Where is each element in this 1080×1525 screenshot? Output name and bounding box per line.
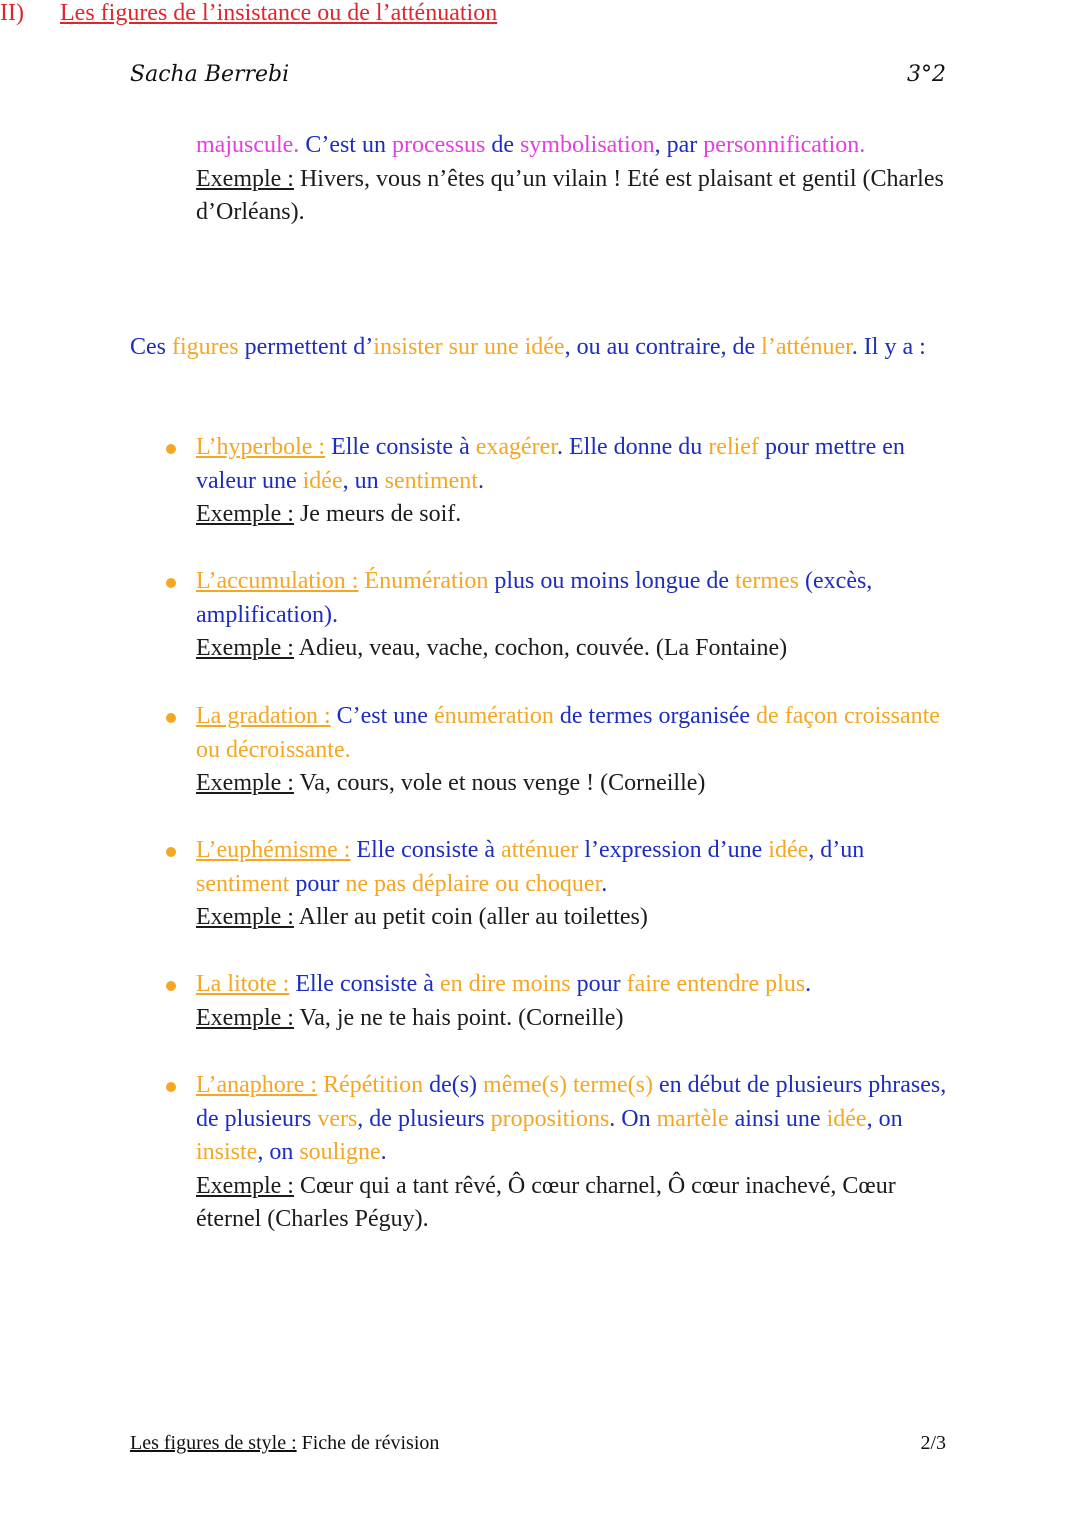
text-segment: souligne — [299, 1139, 381, 1165]
example-label: Exemple : — [196, 1172, 294, 1199]
term-label: L’euphémisme : — [196, 837, 351, 863]
text-segment: idée — [302, 467, 343, 494]
text-segment: plus ou moins longue de — [488, 568, 736, 594]
text-segment: C’est une — [330, 703, 434, 729]
footer-doc-title: Les figures de style : — [130, 1432, 297, 1454]
bullet-icon — [166, 981, 176, 991]
text-segment: . — [805, 971, 812, 997]
text-segment: idée — [826, 1105, 867, 1132]
list-item — [196, 431, 956, 532]
text-segment: , on — [866, 1105, 903, 1132]
intro-text — [196, 132, 865, 158]
text-segment: en dire moins — [439, 971, 571, 997]
text-segment: , d’un — [808, 837, 865, 863]
list-item — [196, 968, 956, 1035]
text-segment: , de plusieurs — [357, 1105, 491, 1132]
text-segment: de façon croissante ou décroissante. — [196, 703, 940, 763]
bullet-icon — [166, 713, 176, 723]
text-segment: processus — [391, 132, 486, 158]
example-text: Cœur qui a tant rêvé, Ô cœur charnel, Ô cœur inachevé, Cœur éternel (Charles Péguy). — [196, 1172, 896, 1232]
bullet-icon — [166, 444, 176, 454]
example-label: Exemple : — [196, 501, 294, 527]
text-segment: de — [485, 132, 520, 158]
section-heading — [0, 0, 1080, 27]
text-segment: de(s) — [423, 1072, 484, 1098]
term-label: La litote : — [196, 971, 290, 997]
text-segment: idée — [768, 837, 809, 863]
text-segment: Elle consiste à — [289, 971, 440, 997]
term-label: L’hyperbole : — [196, 434, 326, 460]
section-title: Les figures de l’insistance ou de l’atténuation — [60, 0, 498, 26]
example-label: Exemple : — [196, 770, 294, 796]
example-label: Exemple : — [196, 904, 294, 930]
text-segment: Elle consiste à — [350, 837, 502, 863]
text-segment: l’expression d’une — [578, 837, 769, 863]
text-segment: symbolisation — [519, 132, 655, 158]
text-segment: insiste — [196, 1139, 258, 1165]
text-segment: majuscule. — [196, 132, 300, 158]
text-segment: insister sur une idée — [373, 334, 565, 360]
text-segment: . Elle donne du — [557, 434, 709, 460]
text-segment: pour — [570, 971, 627, 997]
bullet-icon — [166, 847, 176, 857]
bullet-icon — [166, 1082, 176, 1092]
class-label: 3°2 — [907, 62, 946, 87]
example-label: Exemple : — [196, 165, 294, 192]
text-segment: Ces — [130, 334, 172, 360]
term-label: La gradation : — [196, 703, 331, 729]
intro-paragraph — [196, 129, 956, 230]
text-segment: Répétition — [317, 1072, 424, 1098]
text-segment: atténuer — [501, 837, 579, 863]
text-segment: . Il y a : — [851, 334, 926, 360]
text-segment: , ou au contraire, de — [564, 334, 762, 360]
text-segment: , par — [654, 132, 704, 158]
text-segment: vers — [317, 1105, 358, 1132]
term-label: L’anaphore : — [196, 1072, 318, 1098]
text-segment: , un — [342, 467, 385, 494]
example-label: Exemple : — [196, 1004, 294, 1031]
text-segment: pour — [289, 870, 346, 897]
example-label: Exemple : — [196, 635, 294, 661]
text-segment: en début de plusieurs phrases, de plusieurs — [196, 1072, 947, 1132]
text-segment: . On — [609, 1105, 657, 1132]
footer-title — [130, 1432, 439, 1455]
term-label: L’accumulation : — [196, 568, 359, 594]
text-segment: permettent d’ — [238, 334, 374, 360]
text-segment: figures — [172, 334, 239, 360]
text-segment: sentiment — [196, 870, 290, 897]
text-segment: Énumération — [358, 568, 489, 594]
example-text: Va, je ne te hais point. (Corneille) — [293, 1004, 624, 1031]
list-item — [196, 700, 956, 801]
author-name: Sacha Berrebi — [130, 62, 290, 87]
text-segment: . — [601, 870, 608, 897]
example-text: Adieu, veau, vache, cochon, couvée. (La Fontaine) — [293, 635, 788, 661]
text-segment: de termes organisée — [553, 703, 757, 729]
term-definition — [289, 971, 811, 997]
text-segment: l’atténuer — [761, 334, 852, 360]
text-segment: propositions — [490, 1105, 610, 1132]
text-segment: relief — [708, 434, 759, 460]
text-segment: C’est un — [299, 132, 392, 158]
page-number: 2/3 — [920, 1432, 946, 1454]
text-segment: martèle — [656, 1105, 729, 1132]
text-segment: termes — [735, 568, 800, 594]
text-segment: , on — [257, 1139, 300, 1165]
text-segment: ainsi une — [728, 1105, 827, 1132]
list-item — [196, 834, 956, 935]
list-item — [196, 565, 956, 666]
text-segment: personnification. — [703, 132, 866, 158]
example-text: Aller au petit coin (aller au toilettes) — [293, 904, 648, 930]
example-text: Hivers, vous n’êtes qu’un vilain ! Eté est plaisant et gentil (Charles d’Orléans). — [196, 165, 944, 225]
text-segment: pour mettre en valeur une — [196, 434, 905, 494]
example-text: Je meurs de soif. — [293, 501, 462, 527]
section-description — [130, 331, 960, 365]
text-segment: (excès, amplification). — [196, 568, 873, 628]
text-segment: énumération — [433, 703, 554, 729]
text-segment: sentiment — [384, 467, 478, 494]
section-number: II) — [0, 0, 24, 26]
text-segment: ne pas déplaire ou choquer — [345, 870, 602, 897]
text-segment: faire entendre plus — [626, 971, 806, 997]
example-text: Va, cours, vole et nous venge ! (Corneille) — [293, 770, 706, 796]
text-segment: Elle consiste à — [325, 434, 476, 460]
list-item — [196, 1069, 956, 1237]
text-segment: exagérer — [475, 434, 557, 460]
text-segment: . — [380, 1139, 387, 1165]
bullet-icon — [166, 578, 176, 588]
text-segment: même(s) terme(s) — [483, 1072, 653, 1098]
footer-doc-subtitle: Fiche de révision — [296, 1432, 440, 1454]
text-segment: . — [477, 467, 484, 494]
